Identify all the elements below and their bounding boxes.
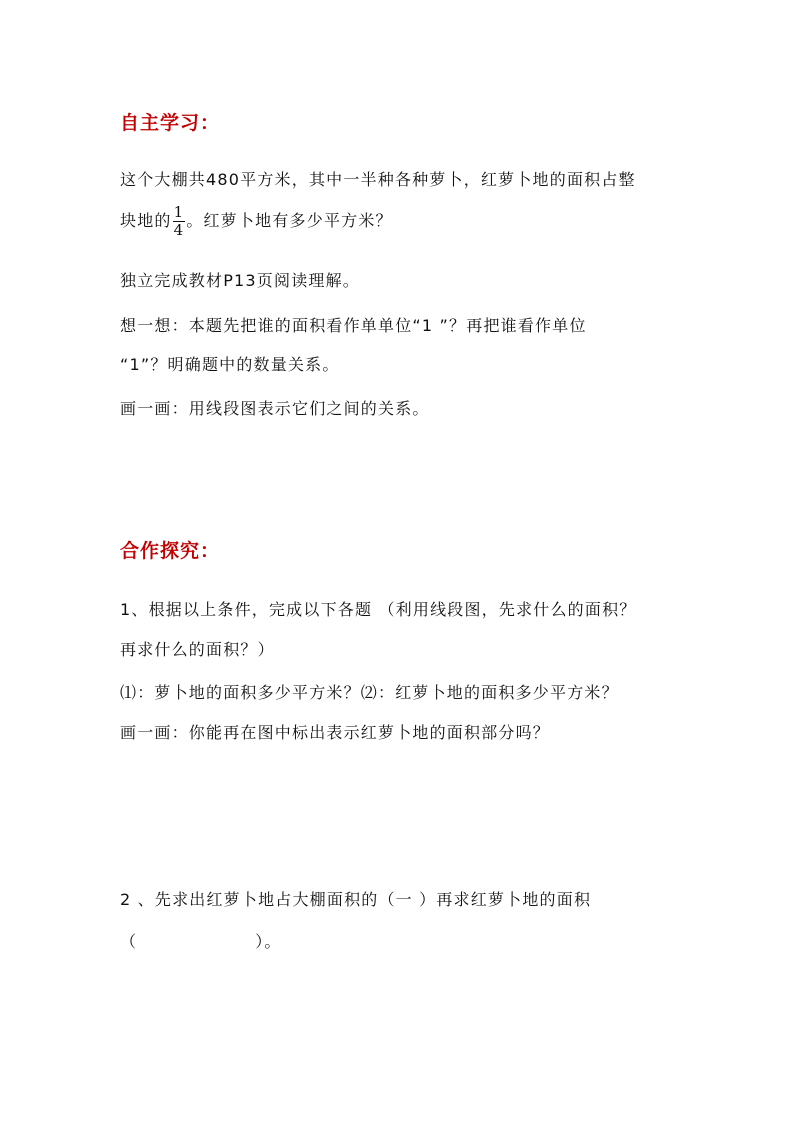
fraction-one-quarter xyxy=(173,205,186,238)
item2-close-paren: ）。 xyxy=(255,932,282,951)
item2-open-paren: （ xyxy=(120,932,138,951)
think-line-1: 想一想：本题先把谁的面积看作单单位“1 ”？再把谁看作单位 xyxy=(120,316,587,335)
item2-line-1: 2 、先求出红萝卜地占大棚面积的（一 ）再求红萝卜地的面积 xyxy=(120,890,592,909)
fraction-denominator: 4 xyxy=(173,221,185,239)
problem-line-2 xyxy=(120,205,393,238)
item1-line-1: 1、根据以上条件，完成以下各题 （利用线段图，先求什么的面积？ xyxy=(120,600,637,619)
think-line-2: “1”？明确题中的数量关系。 xyxy=(120,355,340,374)
item2-line-2 xyxy=(120,929,282,952)
section-heading-self-study: 自主学习： xyxy=(120,112,221,134)
draw-instruction-1: 画一画：用线段图表示它们之间的关系。 xyxy=(120,399,430,418)
problem-line-1: 这个大棚共480平方米，其中一半种各种萝卜，红萝卜地的面积占整 xyxy=(120,170,636,189)
problem-line-2-suffix: 。红萝卜地有多少平方米？ xyxy=(186,211,393,230)
task-read-textbook: 独立完成教材P13页阅读理解。 xyxy=(120,271,361,290)
section-heading-cooperative: 合作探究： xyxy=(120,540,221,562)
item1-line-2: 再求什么的面积？） xyxy=(120,640,275,659)
problem-line-2-prefix: 块地的 xyxy=(120,211,172,230)
item1-draw-instruction: 画一画：你能再在图中标出表示红萝卜地的面积部分吗？ xyxy=(120,723,551,742)
item1-questions: ⑴：萝卜地的面积多少平方米？⑵：红萝卜地的面积多少平方米？ xyxy=(120,683,619,702)
fraction-numerator: 1 xyxy=(173,203,185,221)
